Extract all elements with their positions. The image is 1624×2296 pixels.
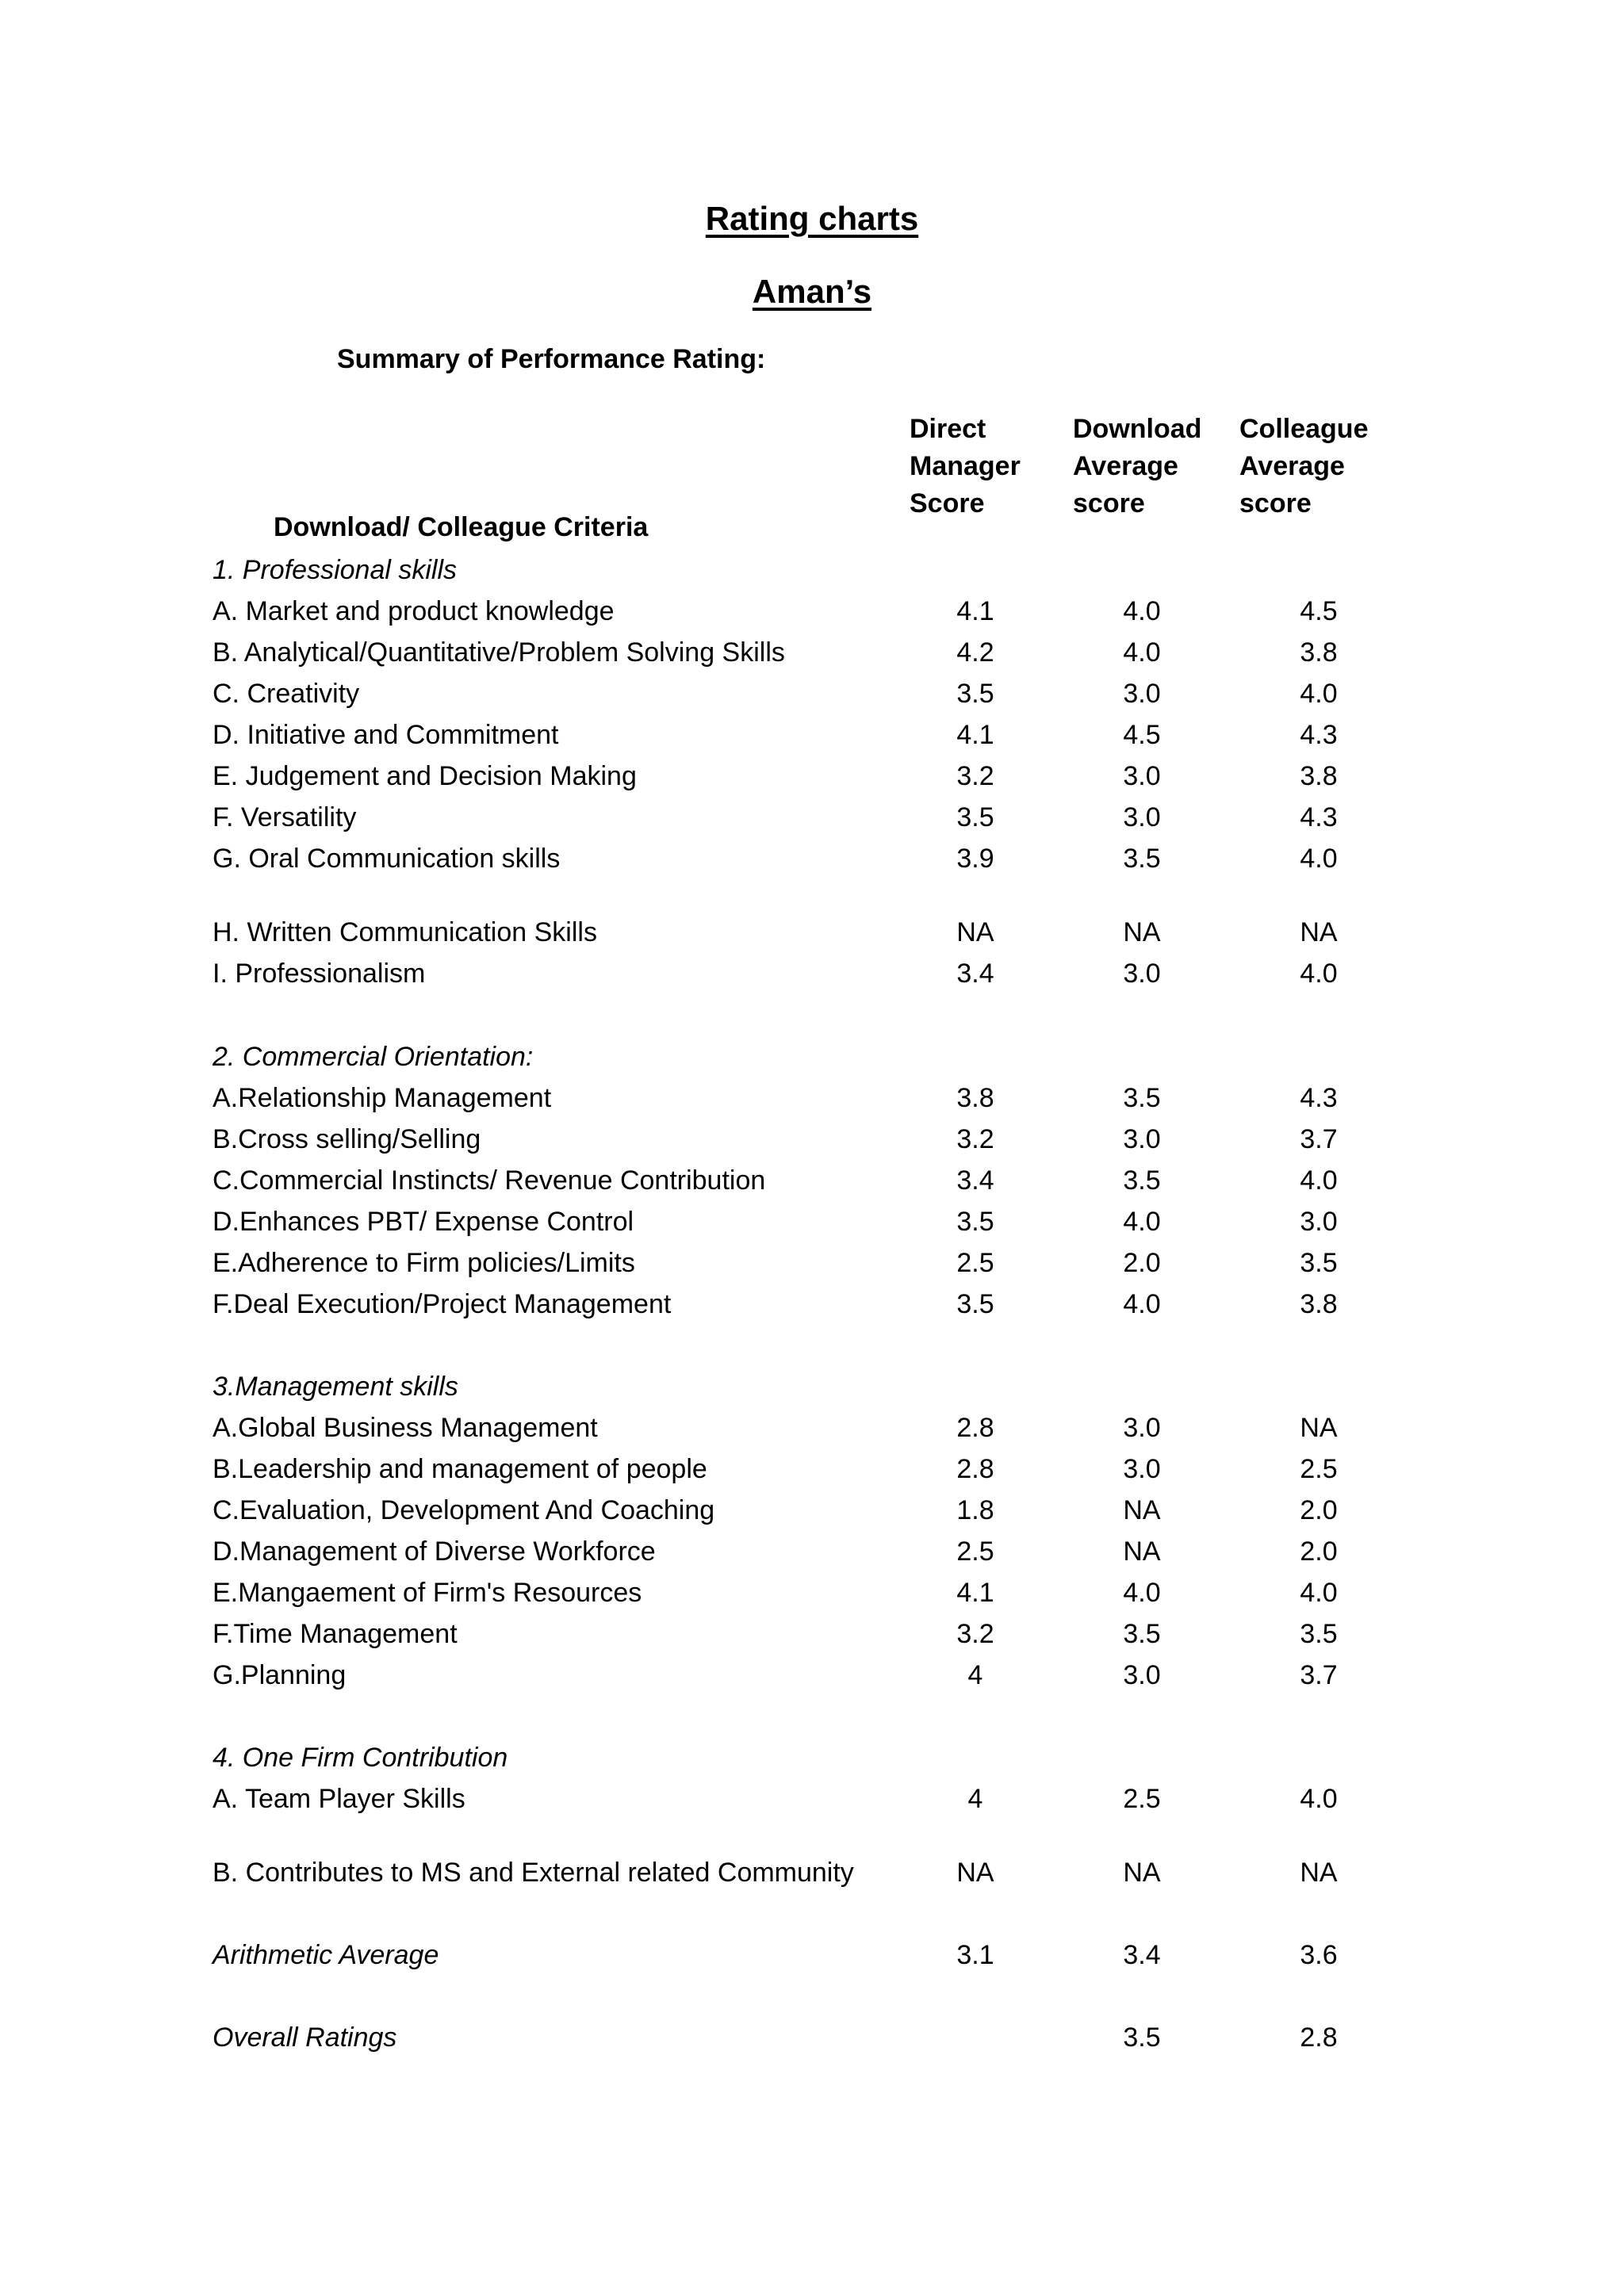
download-average-score: 3.5 xyxy=(1123,1619,1161,1649)
column-header-direct-manager xyxy=(910,411,1068,522)
direct-manager-score: 3.2 xyxy=(956,761,994,791)
column-header-line: Score xyxy=(910,488,985,519)
table-row xyxy=(0,637,1624,679)
row-label: A. Team Player Skills xyxy=(213,1784,465,1814)
direct-manager-score: 3.4 xyxy=(956,1165,994,1196)
criteria-heading: Download/ Colleague Criteria xyxy=(274,512,649,542)
download-average-score: 4.0 xyxy=(1123,596,1161,626)
table-row xyxy=(0,1578,1624,1619)
table-row xyxy=(0,1940,1624,1981)
table-row xyxy=(0,679,1624,720)
colleague-average-score: 4.0 xyxy=(1300,679,1338,709)
row-label: E. Judgement and Decision Making xyxy=(213,761,637,791)
download-average-score: 4.0 xyxy=(1123,637,1161,668)
direct-manager-score: 4.2 xyxy=(956,637,994,668)
download-average-score: 3.0 xyxy=(1123,1454,1161,1484)
colleague-average-score: 3.8 xyxy=(1300,761,1338,791)
row-label: I. Professionalism xyxy=(213,959,426,989)
table-row xyxy=(0,1743,1624,1784)
table-row xyxy=(0,1372,1624,1413)
colleague-average-score: 4.0 xyxy=(1300,1165,1338,1196)
table-row xyxy=(0,844,1624,885)
direct-manager-score: 4 xyxy=(967,1660,983,1690)
row-label: D.Management of Diverse Workforce xyxy=(213,1536,656,1567)
download-average-score: 3.5 xyxy=(1123,2022,1161,2053)
row-label: C. Creativity xyxy=(213,679,360,709)
direct-manager-score: 3.5 xyxy=(956,1207,994,1237)
row-label: F.Time Management xyxy=(213,1619,458,1649)
colleague-average-score: 3.7 xyxy=(1300,1660,1338,1690)
direct-manager-score: 2.8 xyxy=(956,1454,994,1484)
row-label: D.Enhances PBT/ Expense Control xyxy=(213,1207,634,1237)
column-header-colleague-average xyxy=(1239,411,1414,522)
row-label: D. Initiative and Commitment xyxy=(213,720,559,750)
colleague-average-score: 3.8 xyxy=(1300,637,1338,668)
table-row xyxy=(0,802,1624,844)
download-average-score: 3.5 xyxy=(1123,1083,1161,1113)
colleague-average-score: NA xyxy=(1300,917,1338,947)
colleague-average-score: 3.8 xyxy=(1300,1289,1338,1319)
table-row xyxy=(0,1495,1624,1536)
colleague-average-score: 4.5 xyxy=(1300,596,1338,626)
download-average-score: 3.5 xyxy=(1123,844,1161,874)
row-label: F. Versatility xyxy=(213,802,357,832)
table-row xyxy=(0,2022,1624,2064)
colleague-average-score: NA xyxy=(1300,1413,1338,1443)
download-average-score: 4.0 xyxy=(1123,1289,1161,1319)
direct-manager-score: 4.1 xyxy=(956,720,994,750)
row-label: A. Market and product knowledge xyxy=(213,596,615,626)
row-label: C.Evaluation, Development And Coaching xyxy=(213,1495,715,1525)
row-label: 1. Professional skills xyxy=(213,555,458,585)
table-row xyxy=(0,1619,1624,1660)
download-average-score: 3.0 xyxy=(1123,802,1161,832)
column-header-line: score xyxy=(1073,488,1145,519)
direct-manager-score: 3.5 xyxy=(956,1289,994,1319)
download-average-score: 2.0 xyxy=(1123,1248,1161,1278)
row-label: A.Relationship Management xyxy=(213,1083,552,1113)
colleague-average-score: 4.0 xyxy=(1300,1784,1338,1814)
colleague-average-score: 3.7 xyxy=(1300,1124,1338,1154)
row-label: Arithmetic Average xyxy=(213,1940,439,1970)
table-row xyxy=(0,596,1624,637)
colleague-average-score: 3.5 xyxy=(1300,1248,1338,1278)
table-row xyxy=(0,1165,1624,1207)
table-row xyxy=(0,959,1624,1000)
table-row xyxy=(0,555,1624,596)
table-row xyxy=(0,1248,1624,1289)
table-row xyxy=(0,1784,1624,1825)
direct-manager-score: 4.1 xyxy=(956,1578,994,1608)
colleague-average-score: 2.8 xyxy=(1300,2022,1338,2053)
table-row xyxy=(0,1124,1624,1165)
table-row xyxy=(0,761,1624,802)
row-label: 3.Management skills xyxy=(213,1372,458,1402)
download-average-score: 3.0 xyxy=(1123,1413,1161,1443)
table-row xyxy=(0,1042,1624,1083)
direct-manager-score: 4.1 xyxy=(956,596,994,626)
colleague-average-score: 2.0 xyxy=(1300,1495,1338,1525)
direct-manager-score: 3.1 xyxy=(956,1940,994,1970)
download-average-score: NA xyxy=(1123,1858,1161,1888)
column-header-line: Manager xyxy=(910,451,1021,481)
download-average-score: 4.0 xyxy=(1123,1578,1161,1608)
colleague-average-score: 2.5 xyxy=(1300,1454,1338,1484)
row-label: Overall Ratings xyxy=(213,2022,397,2053)
table-row xyxy=(0,917,1624,959)
column-header-line: Average xyxy=(1073,451,1178,481)
summary-heading: Summary of Performance Rating: xyxy=(337,344,766,374)
direct-manager-score: 3.4 xyxy=(956,959,994,989)
colleague-average-score: 3.6 xyxy=(1300,1940,1338,1970)
column-header-line: score xyxy=(1239,488,1312,519)
table-row xyxy=(0,1413,1624,1454)
table-row xyxy=(0,720,1624,761)
table-row xyxy=(0,1454,1624,1495)
direct-manager-score: 3.8 xyxy=(956,1083,994,1113)
download-average-score: 2.5 xyxy=(1123,1784,1161,1814)
direct-manager-score: 3.2 xyxy=(956,1124,994,1154)
direct-manager-score: 3.2 xyxy=(956,1619,994,1649)
colleague-average-score: 4.0 xyxy=(1300,959,1338,989)
row-label: B.Cross selling/Selling xyxy=(213,1124,481,1154)
row-label: G.Planning xyxy=(213,1660,347,1690)
row-label: B. Analytical/Quantitative/Problem Solving Skills xyxy=(213,637,785,668)
download-average-score: NA xyxy=(1123,917,1161,947)
table-row xyxy=(0,1858,1624,1899)
row-label: A.Global Business Management xyxy=(213,1413,598,1443)
table-row xyxy=(0,1083,1624,1124)
direct-manager-score: 2.5 xyxy=(956,1536,994,1567)
download-average-score: 3.0 xyxy=(1123,679,1161,709)
download-average-score: 3.0 xyxy=(1123,761,1161,791)
download-average-score: NA xyxy=(1123,1495,1161,1525)
direct-manager-score: NA xyxy=(956,917,994,947)
column-header-line: Average xyxy=(1239,451,1345,481)
colleague-average-score: 2.0 xyxy=(1300,1536,1338,1567)
column-header-line: Colleague xyxy=(1239,414,1369,444)
download-average-score: 3.0 xyxy=(1123,1124,1161,1154)
colleague-average-score: 4.0 xyxy=(1300,844,1338,874)
row-label: C.Commercial Instincts/ Revenue Contribution xyxy=(213,1165,766,1196)
row-label: F.Deal Execution/Project Management xyxy=(213,1289,672,1319)
direct-manager-score: 2.5 xyxy=(956,1248,994,1278)
column-header-download-average xyxy=(1073,411,1239,522)
row-label: 2. Commercial Orientation: xyxy=(213,1042,534,1072)
row-label: G. Oral Communication skills xyxy=(213,844,561,874)
column-header-line: Download xyxy=(1073,414,1202,444)
row-label: B.Leadership and management of people xyxy=(213,1454,707,1484)
colleague-average-score: 4.3 xyxy=(1300,720,1338,750)
download-average-score: 3.0 xyxy=(1123,1660,1161,1690)
direct-manager-score: NA xyxy=(956,1858,994,1888)
row-label: B. Contributes to MS and External related Community xyxy=(213,1858,854,1888)
row-label: 4. One Firm Contribution xyxy=(213,1743,508,1773)
document-title: Rating charts xyxy=(705,200,919,237)
direct-manager-score: 3.5 xyxy=(956,802,994,832)
direct-manager-score: 3.5 xyxy=(956,679,994,709)
document-subtitle: Aman’s xyxy=(752,273,872,310)
colleague-average-score: 3.5 xyxy=(1300,1619,1338,1649)
table-row xyxy=(0,1207,1624,1248)
colleague-average-score: NA xyxy=(1300,1858,1338,1888)
row-label: E.Mangaement of Firm's Resources xyxy=(213,1578,642,1608)
colleague-average-score: 4.3 xyxy=(1300,802,1338,832)
colleague-average-score: 4.3 xyxy=(1300,1083,1338,1113)
column-header-line: Direct xyxy=(910,414,986,444)
download-average-score: 4.5 xyxy=(1123,720,1161,750)
direct-manager-score: 2.8 xyxy=(956,1413,994,1443)
download-average-score: 4.0 xyxy=(1123,1207,1161,1237)
download-average-score: 3.4 xyxy=(1123,1940,1161,1970)
download-average-score: NA xyxy=(1123,1536,1161,1567)
table-row xyxy=(0,1660,1624,1701)
row-label: E.Adherence to Firm policies/Limits xyxy=(213,1248,635,1278)
direct-manager-score: 4 xyxy=(967,1784,983,1814)
table-row xyxy=(0,1289,1624,1330)
direct-manager-score: 3.9 xyxy=(956,844,994,874)
colleague-average-score: 3.0 xyxy=(1300,1207,1338,1237)
table-row xyxy=(0,1536,1624,1578)
colleague-average-score: 4.0 xyxy=(1300,1578,1338,1608)
download-average-score: 3.5 xyxy=(1123,1165,1161,1196)
direct-manager-score: 1.8 xyxy=(956,1495,994,1525)
row-label: H. Written Communication Skills xyxy=(213,917,597,947)
download-average-score: 3.0 xyxy=(1123,959,1161,989)
